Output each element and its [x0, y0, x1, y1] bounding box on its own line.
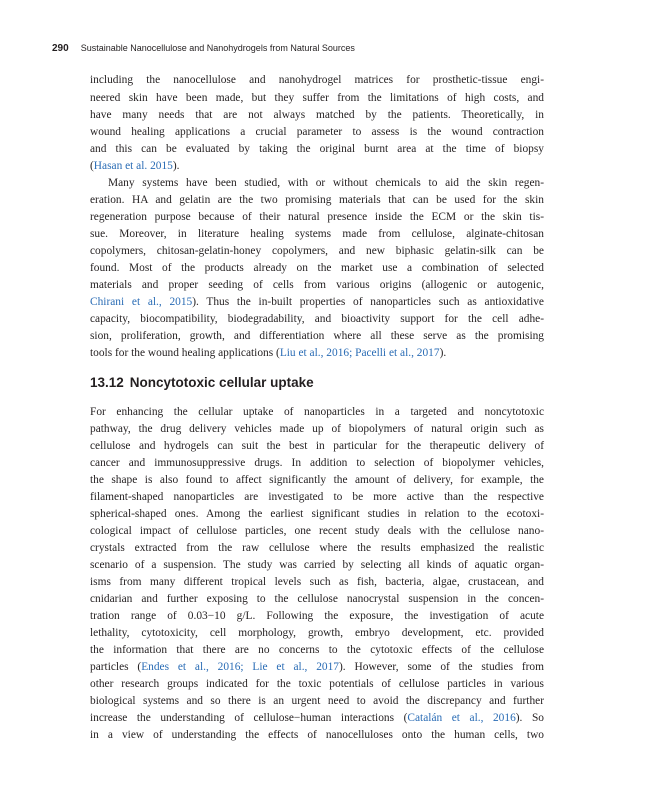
paragraph-3-line: the shape is also found to affect significantly the amount of delivery, for example, the	[90, 474, 544, 486]
book-title: Sustainable Nanocellulose and Nanohydrogels from Natural Sources	[80, 43, 355, 53]
paragraph-3-line: cancer and immunosuppressive drugs. In addition to selection of biopolymer vehicles,	[90, 457, 544, 469]
paragraph-3-line: filament-shaped nanoparticles are investigated to be more active than the respective	[90, 491, 544, 503]
text-fragment: ).	[439, 347, 447, 359]
paragraph-3-line: crystals extracted from the raw cellulose where the results emphasized the realistic	[90, 542, 544, 554]
page-number: 290	[52, 43, 69, 54]
paragraph-3-line: For enhancing the cellular uptake of nanoparticles in a targeted and noncytotoxic	[90, 406, 544, 418]
paragraph-2-line: materials and proper seeding of cells from various origins (allogenic or autogenic,	[90, 279, 544, 291]
paragraph-1-line: including the nanocellulose and nanohydrogel matrices for prosthetic-tissue engi-	[90, 74, 544, 86]
paragraph-3-line: the information that there are no concerns to the cytotoxic effects of the cellulose	[90, 644, 544, 656]
paragraph-1-line: wound healing applications a crucial parameter to assess is the wound contraction	[90, 126, 544, 138]
paragraph-3-line: isms from many different tropical levels such as fish, bacteria, algae, crustacean, and	[90, 576, 544, 588]
paragraph-2-line	[90, 345, 544, 361]
citation-link[interactable]: Catalán et al., 2016	[407, 712, 516, 724]
paragraph-3-line	[90, 710, 544, 726]
paragraph-3-line: biological systems and so there is an urgent need to avoid the discrepancy and further	[90, 695, 544, 707]
section-title: Noncytotoxic cellular uptake	[129, 375, 314, 390]
text-fragment: ). However, some of the studies from	[339, 661, 544, 673]
text-fragment: ). So	[515, 712, 544, 724]
paragraph-1-line	[90, 158, 544, 174]
paragraph-3-line: cnidarian and further exposing to the cellulose nanocrystal suspension in the concen-	[90, 593, 544, 605]
paragraph-2-line: sue. Moreover, in literature healing systems made from cellulose, alginate-chitosan	[90, 228, 544, 240]
paragraph-1-line: and this can be evaluated by taking the original burnt area at the time of biopsy	[90, 143, 544, 155]
citation-link[interactable]: Chirani et al., 2015	[90, 296, 193, 308]
paragraph-2-line	[90, 294, 544, 310]
paragraph-2-line: copolymers, chitosan-gelatin-honey copolymers, and new biphasic gelatin-silk can be	[90, 245, 544, 257]
text-fragment: particles (	[90, 661, 142, 673]
text-fragment: increase the understanding of cellulose−human interactions (	[90, 712, 408, 724]
paragraph-3-line: scenario of a suspension. The study was carried by selecting all kinds of aquatic organ-	[90, 559, 544, 571]
paragraph-3-line: cellulose and hydrogels can suit the best in particular for the therapeutic delivery of	[90, 440, 544, 452]
paragraph-3-line	[90, 659, 544, 675]
section-number: 13.12	[90, 375, 124, 390]
paragraph-3-line: cological impact of cellulose particles, one recent study deals with the cellulose nano-	[90, 525, 544, 537]
paragraph-3-line: in a view of understanding the effects of nanocelluloses onto the human cells, two	[90, 729, 544, 741]
citation-link[interactable]: Hasan et al. 2015	[93, 160, 173, 172]
citation-link[interactable]: Endes et al., 2016; Lie et al., 2017	[141, 661, 340, 673]
running-head	[52, 40, 552, 56]
paragraph-3-line: tration range of 0.03−10 g/L. Following the exposure, the investigation of acute	[90, 610, 544, 622]
text-fragment: tools for the wound healing applications (	[90, 347, 280, 359]
section-heading	[90, 373, 544, 393]
paragraph-2-line: Many systems have been studied, with or without chemicals to aid the skin regen-	[108, 177, 544, 189]
text-fragment: ).	[172, 160, 180, 172]
citation-link[interactable]: Liu et al., 2016; Pacelli et al., 2017	[279, 347, 440, 359]
paragraph-1-line: neered skin have been made, but they suffer from the limitations of high costs, and	[90, 92, 544, 104]
text-fragment: ). Thus the in-built properties of nanoparticles such as antioxidative	[192, 296, 544, 308]
paragraph-2-line: sion, proliferation, growth, and differentiation where all these serve as the promising	[90, 330, 544, 342]
paragraph-2-line: eration. HA and gelatin are the two promising materials that can be used for the skin	[90, 194, 544, 206]
paragraph-3-line: spherical-shaped ones. Among the earliest significant studies in relation to the ecotoxi-	[90, 508, 544, 520]
paragraph-3-line: lethality, cytotoxicity, cell morphology, growth, embryo development, etc. provided	[90, 627, 544, 639]
paragraph-1-line: have many needs that are not always matched by the patients. Theoretically, in	[90, 109, 544, 121]
paragraph-2-line: found. Most of the products already on the market use a combination of selected	[90, 262, 544, 274]
paragraph-3-line: other research groups indicated for the toxic potentials of cellulose particles in various	[90, 678, 544, 690]
paragraph-3-line: pathway, the drug delivery vehicles made up of biopolymers of natural origin such as	[90, 423, 544, 435]
text-fragment: (	[90, 160, 94, 172]
paragraph-2-line: regeneration purpose because of their natural presence inside the ECM or the skin tis-	[90, 211, 544, 223]
paragraph-2-line: capacity, biocompatibility, biodegradability, and bioactivity support for the cell adhe-	[90, 313, 544, 325]
